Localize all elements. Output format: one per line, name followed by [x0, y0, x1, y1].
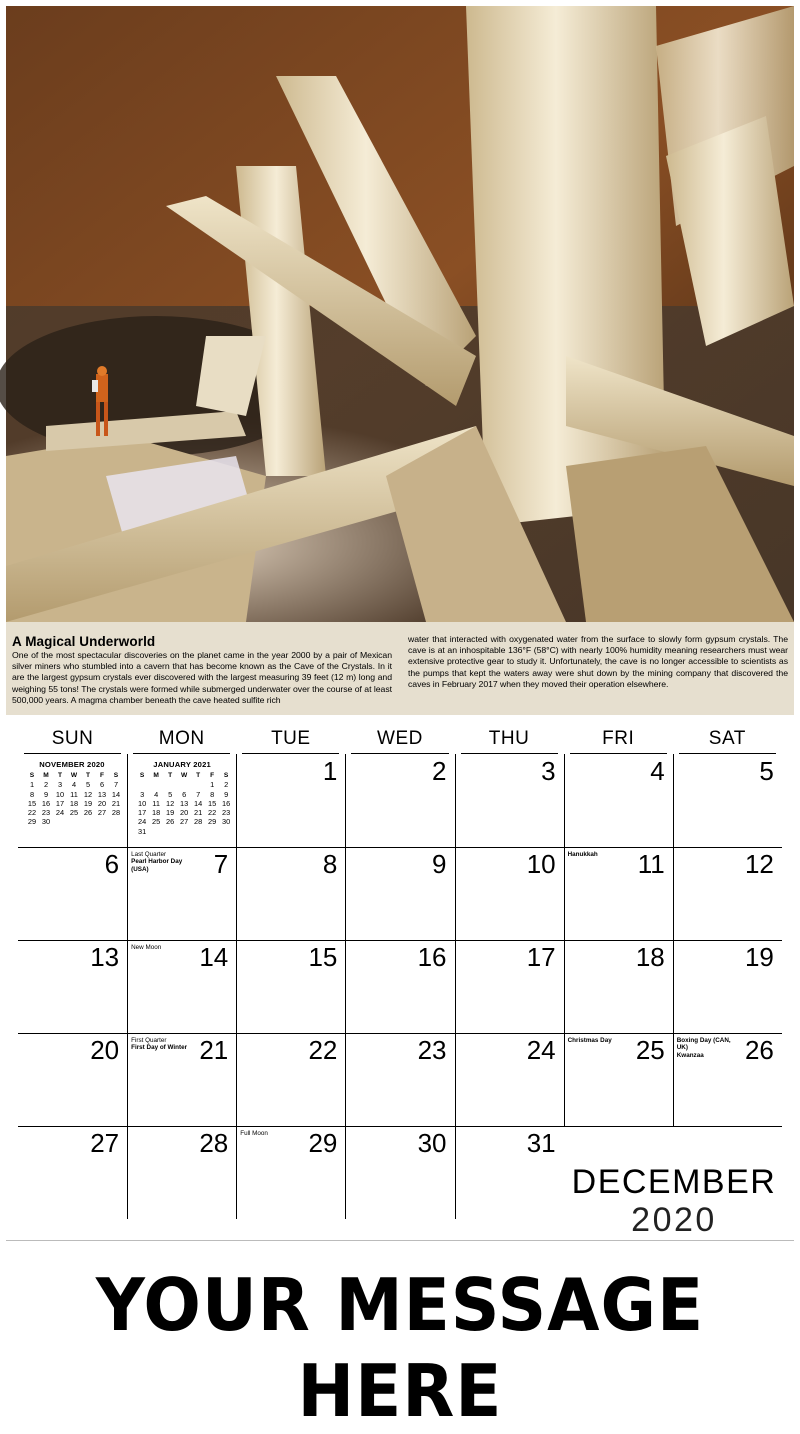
mini-day: 14 — [111, 789, 121, 799]
mini-day: 20 — [97, 798, 107, 808]
moon-phase-label: Full Moon — [240, 1130, 268, 1137]
day-number: 30 — [417, 1128, 447, 1158]
event-note — [568, 1037, 630, 1044]
weekday-header — [18, 724, 782, 754]
week-row — [18, 940, 782, 1033]
day-number: 21 — [199, 1035, 229, 1065]
mini-day: 29 — [208, 817, 217, 827]
mini-day: 20 — [180, 808, 189, 818]
mini-head: T — [85, 772, 91, 779]
mini-day: 11 — [152, 798, 160, 808]
day-cell — [345, 1033, 454, 1126]
mini-head: W — [181, 772, 188, 779]
day-number: 15 — [308, 942, 338, 972]
mini-head: S — [139, 772, 145, 779]
cave-of-crystals-photo — [6, 6, 794, 622]
mini-day: 18 — [69, 798, 79, 808]
weekday-thu: THU — [455, 724, 564, 754]
day-cell — [564, 940, 673, 1033]
mini-day: 21 — [194, 808, 203, 818]
day-cell — [127, 847, 236, 940]
mini-head: M — [43, 772, 49, 779]
mini-day: 7 — [196, 789, 201, 799]
mini-day: 24 — [55, 808, 65, 818]
event-note — [568, 851, 630, 858]
mini-day: 22 — [27, 808, 37, 818]
holiday-label: Hanukkah — [567, 851, 598, 858]
mini-day: 2 — [224, 780, 229, 790]
day-number: 26 — [744, 1035, 774, 1065]
mini-day: 30 — [41, 817, 51, 827]
day-cell — [455, 754, 564, 847]
day-number: 25 — [635, 1035, 665, 1065]
mini-day — [191, 780, 205, 789]
day-number: 3 — [541, 756, 556, 786]
mini-day: 3 — [57, 780, 63, 790]
footer-divider — [6, 1240, 794, 1241]
article-band — [6, 622, 794, 715]
mini-calendar-november — [21, 760, 123, 827]
moon-phase-label: Last Quarter — [131, 851, 167, 858]
mini-calendar-table — [135, 771, 233, 836]
day-cell — [127, 940, 236, 1033]
day-number: 14 — [199, 942, 229, 972]
weekday-tue: TUE — [236, 724, 345, 754]
mini-head: W — [70, 772, 78, 779]
day-cell — [564, 1033, 673, 1126]
mini-day — [219, 827, 233, 836]
day-number: 9 — [432, 849, 447, 879]
day-number: 19 — [744, 942, 774, 972]
crystal-cave-illustration — [6, 6, 794, 622]
mini-day: 27 — [97, 808, 107, 818]
mini-day: 28 — [194, 817, 203, 827]
day-number: 23 — [417, 1035, 447, 1065]
mini-day: 5 — [168, 789, 173, 799]
mini-day: 8 — [210, 789, 215, 799]
day-cell — [127, 1126, 236, 1219]
mini-day: 7 — [113, 780, 119, 790]
mini-day: 18 — [152, 808, 161, 818]
mini-day: 23 — [41, 808, 51, 818]
mini-day: 1 — [29, 780, 35, 790]
mini-day — [163, 827, 177, 836]
mini-head: T — [168, 772, 173, 779]
day-number: 8 — [322, 849, 338, 879]
mini-day: 9 — [224, 789, 229, 799]
day-number: 31 — [526, 1128, 556, 1158]
mini-day: 12 — [166, 798, 175, 808]
weekday-sat: SAT — [673, 724, 782, 754]
mini-day: 8 — [29, 789, 35, 799]
event-note — [131, 851, 193, 873]
mini-head: F — [99, 772, 105, 779]
day-cell — [564, 754, 673, 847]
day-number: 7 — [213, 849, 229, 879]
day-number: 24 — [526, 1035, 556, 1065]
day-number: 10 — [526, 849, 556, 879]
day-number: 29 — [308, 1128, 338, 1158]
article-text-left: One of the most spectacular discoveries on the planet came in the year 2000 by a pair of Mexican silver miners who stumbled into a cavern that has become known as the Cave of the Crystals. In it are the largest gypsum crystals ever discovered with the largest measuring 39 feet (12 m) long and weighing 55 tons! The crystals were formed while submerged underwater over the course of at least 500,000 years. A magma chamber beneath the cave heated sulfite rich — [12, 650, 392, 705]
day-number: 5 — [759, 756, 774, 786]
mini-day: 19 — [166, 808, 175, 818]
mini-head: T — [57, 772, 63, 779]
day-cell — [18, 940, 127, 1033]
day-cell — [236, 940, 345, 1033]
day-cell — [345, 940, 454, 1033]
holiday-label: Boxing Day (CAN, UK) — [676, 1037, 731, 1052]
mini-day: 4 — [71, 780, 77, 790]
advertiser-message: YOUR MESSAGE HERE — [95, 1263, 705, 1433]
day-cell — [127, 754, 236, 847]
day-cell — [18, 1033, 127, 1126]
mini-calendar-january — [131, 760, 233, 836]
day-cell — [127, 1033, 236, 1126]
mini-day — [205, 827, 219, 836]
holiday-label: First Day of Winter — [131, 1044, 188, 1052]
week-row — [18, 754, 782, 847]
day-number: 4 — [650, 756, 665, 786]
week-row — [18, 847, 782, 940]
day-cell — [236, 847, 345, 940]
moon-phase-label: New Moon — [131, 944, 162, 951]
week-row — [18, 1033, 782, 1126]
mini-day: 23 — [222, 808, 231, 818]
day-cell — [345, 1126, 454, 1219]
mini-day — [177, 780, 191, 789]
weekday-wed: WED — [345, 724, 454, 754]
mini-day: 26 — [166, 817, 175, 827]
day-number: 12 — [744, 849, 774, 879]
mini-day: 10 — [138, 798, 147, 808]
day-number: 11 — [637, 849, 665, 879]
moon-phase-label: First Quarter — [131, 1037, 167, 1044]
mini-day — [53, 817, 67, 826]
mini-day — [163, 780, 177, 789]
day-number: 27 — [90, 1128, 120, 1158]
mini-day — [95, 817, 109, 826]
mini-day — [109, 817, 123, 826]
mini-day: 10 — [55, 789, 65, 799]
day-number: 16 — [417, 942, 447, 972]
day-cell — [345, 754, 454, 847]
article-title: A Magical Underworld — [12, 634, 156, 649]
mini-day: 12 — [83, 789, 93, 799]
day-number: 28 — [199, 1128, 229, 1158]
day-cell — [455, 1126, 564, 1219]
weekday-mon: MON — [127, 724, 236, 754]
mini-day — [149, 827, 163, 836]
mini-day: 19 — [83, 798, 93, 808]
mini-head: S — [29, 772, 35, 779]
mini-day: 26 — [83, 808, 93, 818]
mini-day: 13 — [97, 789, 107, 799]
day-number: 13 — [90, 942, 120, 972]
mini-day: 9 — [43, 789, 49, 799]
day-cell — [564, 847, 673, 940]
mini-head: M — [153, 772, 159, 779]
mini-day — [135, 780, 149, 789]
mini-day: 16 — [222, 798, 231, 808]
mini-day: 21 — [111, 798, 121, 808]
event-note — [131, 1037, 193, 1052]
mini-day: 5 — [85, 780, 91, 790]
mini-day: 6 — [182, 789, 187, 799]
day-cell — [673, 847, 782, 940]
mini-calendar-title: JANUARY 2021 — [153, 760, 211, 769]
mini-day: 22 — [208, 808, 217, 818]
day-cell — [345, 847, 454, 940]
mini-day: 14 — [194, 798, 203, 808]
event-note — [677, 1037, 739, 1059]
holiday-label: Kwanzaa — [676, 1051, 704, 1059]
mini-day: 31 — [138, 826, 147, 836]
event-note — [240, 1130, 302, 1137]
mini-day — [149, 780, 163, 789]
mini-day: 16 — [41, 798, 51, 808]
mini-day: 2 — [43, 780, 49, 790]
mini-day: 17 — [138, 808, 147, 818]
day-number: 17 — [526, 942, 556, 972]
mini-head: S — [113, 772, 119, 779]
mini-day — [67, 817, 81, 826]
day-number: 20 — [90, 1035, 120, 1065]
mini-head: F — [210, 772, 215, 779]
day-cell — [236, 754, 345, 847]
mini-day: 1 — [210, 780, 215, 790]
mini-day: 24 — [138, 817, 147, 827]
mini-day: 6 — [99, 780, 105, 790]
month-title: DECEMBER — [571, 1163, 777, 1201]
mini-day: 28 — [111, 808, 121, 818]
mini-day: 4 — [154, 789, 159, 799]
mini-day: 29 — [27, 817, 37, 827]
day-number: 22 — [308, 1035, 338, 1065]
weekday-sun: SUN — [18, 724, 127, 754]
day-cell — [236, 1126, 345, 1219]
mini-day — [81, 817, 95, 826]
mini-day: 25 — [152, 817, 161, 827]
article-text-right: water that interacted with oxygenated water from the surface to slowly form gypsum crystals. The cave is at an inhospitable 136°F (58°C) with nearly 100% humidity meaning researchers must wear extensive protective gear to study it. Unfortunately, the cave is no longer accessible to scientists as the pumps that kept the waters away were shut down by the mining company that discovered the caves in February 2017 when they moved their operation elsewhere. — [408, 634, 788, 689]
mini-day: 17 — [55, 798, 65, 808]
day-cell — [236, 1033, 345, 1126]
weekday-fri: FRI — [564, 724, 673, 754]
day-number: 2 — [432, 756, 447, 786]
holiday-label: Christmas Day — [567, 1037, 612, 1044]
mini-day: 15 — [208, 798, 217, 808]
day-number: 18 — [635, 942, 665, 972]
weeks — [18, 754, 782, 1239]
mini-calendar-table — [25, 771, 123, 827]
mini-day: 15 — [27, 798, 37, 808]
mini-head: S — [223, 772, 229, 779]
mini-day: 13 — [180, 798, 189, 808]
mini-calendar-title: NOVEMBER 2020 — [39, 760, 105, 769]
mini-day: 3 — [140, 789, 145, 799]
day-cell — [455, 1033, 564, 1126]
calendar-grid — [18, 724, 782, 1239]
mini-day — [191, 827, 205, 836]
mini-day: 27 — [180, 817, 189, 827]
day-cell — [18, 847, 127, 940]
day-cell — [455, 940, 564, 1033]
mini-head: T — [196, 772, 201, 779]
day-number: 1 — [322, 756, 338, 786]
mini-day — [177, 827, 191, 836]
mini-day: 30 — [222, 817, 231, 827]
day-cell — [18, 1126, 127, 1219]
mini-day: 11 — [70, 789, 78, 799]
holiday-label: Pearl Harbor Day (USA) — [131, 858, 183, 873]
day-cell — [673, 754, 782, 847]
day-cell — [673, 940, 782, 1033]
day-number: 6 — [104, 849, 120, 879]
day-cell — [18, 754, 127, 847]
year-title: 2020 — [631, 1201, 717, 1239]
day-cell — [455, 847, 564, 940]
event-note — [131, 944, 193, 951]
day-cell — [673, 1033, 782, 1126]
mini-day: 25 — [69, 808, 79, 818]
